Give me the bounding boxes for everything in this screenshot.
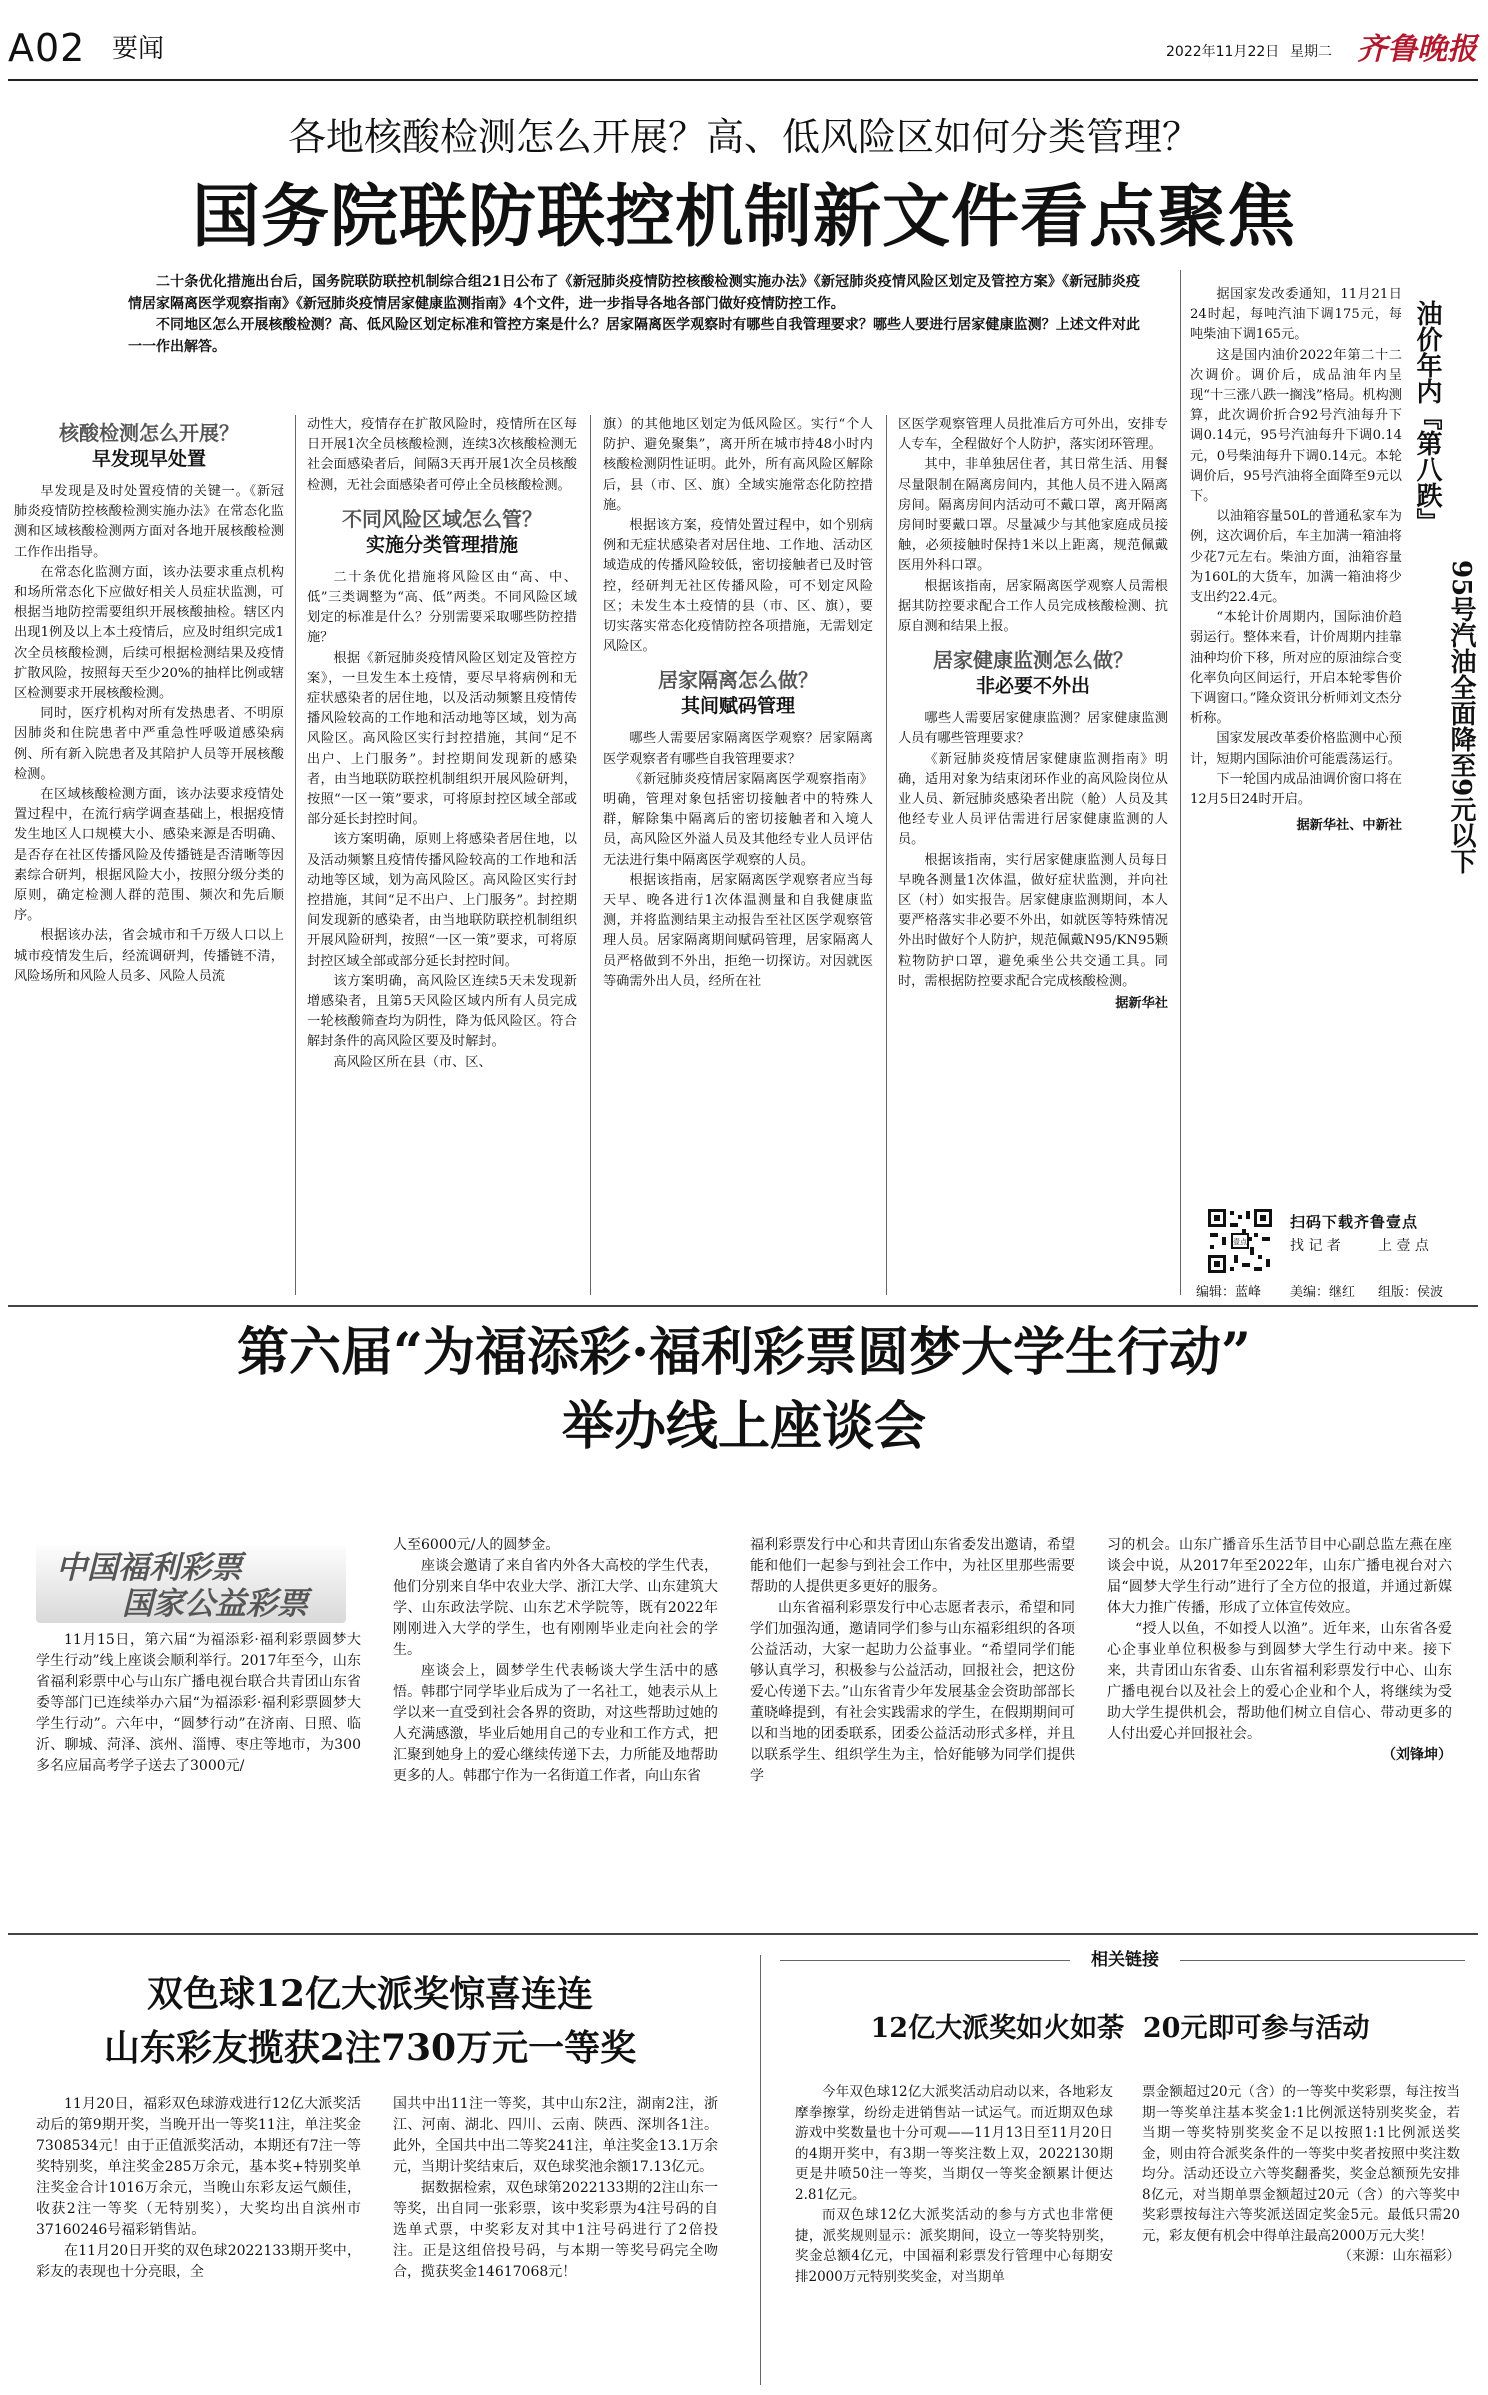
- paragraph: 福利彩票发行中心和共青团山东省委发出邀请，希望能和他们一起参与到社会工作中，为社区里那些需要帮助的人提供更多更好的服务。: [750, 1537, 1075, 1595]
- paragraph: 根据该指南，居家隔离医学观察人员需根据其防控要求配合工作人员完成核酸检测、抗原自测和结果上报。: [898, 578, 1168, 635]
- story1-source: 据新华社: [1115, 996, 1168, 1012]
- column-divider: [886, 415, 887, 1295]
- subhead-nucleic-a: 早发现早处置: [91, 448, 206, 470]
- story2-col4: [1107, 1535, 1452, 1910]
- story1-col4: [898, 415, 1168, 1295]
- story1-col3: [603, 415, 873, 1295]
- paragraph: 据国家发改委通知，11月21日24时起，每吨汽油下调175元，每吨柴油下调165元。: [1190, 287, 1402, 343]
- story4-source: （来源：山东福彩）: [1338, 2248, 1460, 2264]
- paragraph: 其中，非单独居住者，其日常生活、用餐尽量限制在隔离房间内，其他人员不进入隔离房间。隔离房间内活动可不戴口罩，离开隔离房间时要戴口罩。尽量减少与其他家庭成员接触，必须接触时保持1米以上距离，规范佩戴医用外科口罩。: [898, 457, 1168, 574]
- story1-lead-p1: 二十条优化措施出台后，国务院联防联控机制综合组21日公布了《新冠肺炎疫情防控核酸检测实施办法》《新冠肺炎疫情风险区划定及管控方案》《新冠肺炎疫情居家隔离医学观察指南》《新冠肺炎疫情居家健康监测指南》4个文件，进一步指导各地各部门做好疫情防控工作。: [128, 274, 1140, 312]
- paragraph: 这是国内油价2022年第二十二次调价。调价后，成品油年内呈现“十三涨八跌一搁浅”格局。机构测算，此次调价折合92号汽油每升下调0.14元，95号汽油每升下调0.14元，0号柴油每升下调0.14元。本轮调价后，95号汽油将全面降至9元以下。: [1190, 347, 1402, 505]
- paragraph: 座谈会邀请了来自省内外各大高校的学生代表，他们分别来自华中农业大学、浙江大学、山东建筑大学、山东政法学院、山东艺术学院等，既有2022年刚刚进入大学的学生，也有刚刚毕业走向社会的学生。: [393, 1558, 718, 1658]
- section-label: 要闻: [112, 34, 165, 64]
- oil-article: [1190, 285, 1402, 1165]
- paragraph: 在常态化监测方面，该办法要求重点机构和场所常态化下应做好相关人员症状监测，可根据当地防控需要组织开展核酸抽检。辖区内出现1例及以上本土疫情后，应及时组织完成1次全员核酸检测，后续可根据检测结果及疫情扩散风险，按照每天至少20%的抽样比例或辖区检测要求开展核酸检测。: [14, 564, 284, 702]
- subhead-risk: [307, 506, 577, 558]
- paragraph: “授人以鱼，不如授人以渔”。近年来，山东省各爱心企事业单位积极参与到圆梦大学生行动中来。接下来，共青团山东省委、山东省福利彩票发行中心、山东广播电视台以及社会上的爱心企业和个人，将继续为受助大学生提供机会，帮助他们树立自信心、带动更多的人付出爱心并回报社会。: [1107, 1621, 1452, 1742]
- paragraph: 该方案明确，高风险区连续5天未发现新增感染者，且第5天风险区域内所有人员完成一轮核酸筛查均为阴性，降为低风险区。符合解封条件的高风险区要及时解封。: [307, 973, 577, 1050]
- story2-col2: [393, 1535, 718, 1910]
- paragraph: 座谈会上，圆梦学生代表畅谈大学生活中的感悟。韩郡宁同学毕业后成为了一名社工，她表示从上学以来一直受到社会各界的资助，对这些帮助过她的人充满感激，毕业后她用自己的专业和工作方式，把汇聚到她身上的爱心继续传递下去，力所能及地帮助更多的人。韩郡宁作为一名街道工作者，向山东省: [393, 1663, 718, 1784]
- story4-col2: [1142, 2082, 1460, 2387]
- paragraph: 旗）的其他地区划定为低风险区。实行“个人防护、避免聚集”，离开所在城市持48小时内核酸检测阴性证明。此外，所有高风险区解除后，县（市、区、旗）全域实施常态化防控措施。: [603, 417, 873, 513]
- story2-author: （刘锋坤）: [1382, 1747, 1452, 1763]
- column-divider: [760, 1955, 761, 2385]
- story1-kicker: 各地核酸检测怎么开展？高、低风险区如何分类管理？: [287, 115, 1200, 159]
- paragraph: 同时，医疗机构对所有发热患者、不明原因肺炎和住院患者中严重急性呼吸道感染病例、所有新入院患者及其陪护人员等开展核酸检测。: [14, 706, 284, 782]
- paragraph: 人至6000元/人的圆梦金。: [393, 1537, 560, 1553]
- story1-lead: [128, 272, 1140, 392]
- section-rule: [8, 1933, 1478, 1935]
- qr-caption-1: 扫码下载齐鲁壹点: [1290, 1213, 1419, 1231]
- paragraph: 《新冠肺炎疫情居家隔离医学观察指南》明确，管理对象包括密切接触者中的特殊人群，解除集中隔离后的密切接触者和入境人员，高风险区外溢人员及其他经专业人员评估无法进行集中隔离医学观察的人员。: [603, 771, 873, 868]
- related-link-tag: 相关链接: [1070, 1948, 1180, 1972]
- logo-line-2: 国家公益彩票: [122, 1586, 308, 1622]
- paragraph: 11月20日，福彩双色球游戏进行12亿大派奖活动后的第9期开奖，当晚开出一等奖11注，单注奖金7308534元！由于正值派奖活动，本期还有7注一等奖特别奖，单注奖金285万余元，基本奖+特别奖单注奖金合计1016万余元，当晚山东彩友运气颇佳，收获2注一等奖（无特别奖），大奖均出自滨州市37160246号福彩销售站。: [36, 2096, 361, 2238]
- story4-col1: [795, 2082, 1113, 2387]
- page-number: A02: [8, 26, 86, 70]
- weekday: 星期二: [1290, 44, 1332, 60]
- sidebar-divider: [1180, 270, 1181, 1295]
- paragraph: 根据该指南，实行居家健康监测人员每日早晚各测量1次体温，做好症状监测，并向社区（村）如实报告。居家健康监测期间，本人要严格落实非必要不外出，如就医等特殊情况外出时做好个人防护，规范佩戴N95/KN95颗粒物防护口罩，避免乘坐公共交通工具。同时，需根据防控要求配合完成核酸检测。: [898, 852, 1168, 989]
- paragraph: 下一轮国内成品油调价窗口将在12月5日24时开启。: [1190, 771, 1402, 808]
- qr-caption-2b: 上 壹 点: [1378, 1238, 1429, 1254]
- story3-col2: [393, 2094, 718, 2390]
- paragraph: 根据《新冠肺炎疫情风险区划定及管控方案》，一旦发生本土疫情，要尽早将病例和无症状感染者的居住地，以及活动频繁且疫情传播风险较高的工作地和活动地等区域，划为高风险区。高风险区实行封控措施，其间“足不出户、上门服务”。封控期间发现新的感染者，由当地联防联控机制组织开展风险研判，按照“一区一策”要求，可将原封控区域全部或部分延长封控时间。: [307, 650, 577, 828]
- paragraph: 动性大，疫情存在扩散风险时，疫情所在区每日开展1次全员核酸检测，连续3次核酸检测无社会面感染者后，间隔3天再开展1次全员核酸检测，无社会面感染者可停止全员核酸检测。: [307, 417, 577, 493]
- paragraph: 《新冠肺炎疫情居家健康监测指南》明确，适用对象为结束闭环作业的高风险岗位从业人员、新冠肺炎感染者出院（舱）人员及其他经专业人员评估需进行居家健康监测的人员。: [898, 751, 1168, 848]
- header-rule: [8, 79, 1478, 81]
- qr-code[interactable]: [1206, 1207, 1274, 1275]
- paragraph: 哪些人需要居家健康监测？居家健康监测人员有哪些管理要求？: [898, 711, 1168, 747]
- paragraph: 该方案明确，原则上将感染者居住地，以及活动频繁且疫情传播风险较高的工作地和活动地等区域，划为高风险区。高风险区实行封控措施，其间“足不出户、上门服务”。封控期间发现新的感染者，由当地联防联控机制组织开展风险研判，按照“一区一策”要求，可将原封控区域全部或部分延长封控时间。: [307, 832, 577, 969]
- logo-line-1: 中国福利彩票: [56, 1550, 242, 1586]
- subhead-home-quarantine: [603, 667, 873, 719]
- story1-col2: [307, 415, 577, 1295]
- column-divider: [295, 415, 296, 1295]
- story2-col3: [750, 1535, 1075, 1910]
- subhead-health-monitor-q: 居家健康监测怎么做？: [933, 648, 1133, 673]
- paragraph: 习的机会。山东广播音乐生活节目中心副总监左燕在座谈会中说，从2017年至2022年，山东广播电视台对六届“圆梦大学生行动”进行了全方位的报道，并通过新媒体大力推广传播，形成了立体宣传效应。: [1107, 1537, 1452, 1616]
- subhead-nucleic: [14, 420, 284, 472]
- qr-center-label: 壹点: [1233, 1238, 1247, 1246]
- paragraph: 今年双色球12亿大派奖活动启动以来，各地彩友摩拳擦掌，纷纷走进销售站一试运气。而近期双色球游戏中奖数量也十分可观——11月13日至11月20日的4期开奖中，有3期一等奖注数上双，2022130期更是井喷50注一等奖，当期仅一等奖金额累计便达2.81亿元。: [795, 2084, 1113, 2203]
- editor-credit: 编辑：蓝峰: [1196, 1285, 1262, 1300]
- oil-vertical-title-1: 油价年内『第八跌』: [1412, 300, 1442, 534]
- paragraph: 早发现是及时处置疫情的关键一。《新冠肺炎疫情防控核酸检测实施办法》在常态化监测和区域核酸检测两方面对各地开展核酸检测工作作出指导。: [14, 484, 284, 560]
- story3-headline-1: 双色球12亿大派奖惊喜连连: [146, 1973, 594, 2015]
- story1-col1: [14, 420, 284, 1295]
- story3-headline-2: 山东彩友揽获2注730万元一等奖: [103, 2027, 637, 2069]
- subhead-home-quarantine-q: 居家隔离怎么做？: [658, 668, 818, 693]
- paragraph: 国共中出11注一等奖，其中山东2注，湖南2注，浙江、河南、湖北、四川、云南、陕西、深圳各1注。此外，全国共中出二等奖241注，单注奖金13.1万余元，当期计奖结束后，双色球奖池余额17.13亿元。: [393, 2096, 718, 2175]
- oil-source: 据新华社、中新社: [1296, 818, 1402, 834]
- paragraph: 根据该指南，居家隔离医学观察者应当每天早、晚各进行1次体温测量和自我健康监测，并将监测结果主动报告至社区医学观察管理人员。居家隔离期间赋码管理，居家隔离人员严格做到不外出，拒绝一切探访。对因就医等确需外出人员，经所在社: [603, 872, 873, 989]
- paragraph: 在11月20日开奖的双色球2022133期开奖中，彩友的表现也十分亮眼，全: [36, 2243, 361, 2280]
- subhead-health-monitor-a: 非必要不外出: [975, 675, 1090, 698]
- subhead-health-monitor: [898, 647, 1168, 699]
- paragraph: 哪些人需要居家隔离医学观察？居家隔离医学观察者有哪些自我管理要求？: [603, 731, 873, 767]
- paragraph: 高风险区所在县（市、区、: [333, 1054, 492, 1070]
- story2-col1: [36, 1630, 361, 1910]
- story1-headline: 国务院联防联控机制新文件看点聚焦: [191, 177, 1296, 257]
- paragraph: 二十条优化措施将风险区由“高、中、低”三类调整为“高、低”两类。不同风险区域划定的标准是什么？分别需要采取哪些防控措施？: [307, 569, 577, 646]
- welfare-lottery-logo: [36, 1545, 346, 1623]
- subhead-risk-q: 不同风险区域怎么管？: [342, 506, 542, 531]
- subhead-home-quarantine-a: 其间赋码管理: [680, 695, 795, 718]
- story4-headline: 12亿大派奖如火如荼 20元即可参与活动: [870, 2013, 1370, 2044]
- related-link-rule-right: [1180, 1960, 1465, 1961]
- story1-lead-p2: 不同地区怎么开展核酸检测？高、低风险区划定标准和管控方案是什么？居家隔离医学观察时有哪些自我管理要求？哪些人要进行居家健康监测？上述文件对此一一作出解答。: [128, 317, 1140, 355]
- paragraph: 11月15日，第六届“为福添彩·福利彩票圆梦大学生行动”线上座谈会顺利举行。2017年至今，山东省福利彩票中心与山东广播电视台联合共青团山东省委等部门已连续举办六届“为福添彩·福利彩票圆梦大学生行动”。六年中，“圆梦行动”在济南、日照、临沂、聊城、菏泽、滨州、淄博、枣庄等地市，为300多名应届高考学子送去了3000元/: [36, 1632, 361, 1774]
- paragraph: 根据该办法，省会城市和千万级人口以上城市疫情发生后，经流调研判，传播链不清，风险场所和风险人员多、风险人员流: [14, 928, 284, 984]
- subhead-nucleic-q: 核酸检测怎么开展？: [59, 421, 239, 445]
- story3-col1: [36, 2094, 361, 2390]
- issue-date: 2022年11月22日: [1166, 44, 1280, 60]
- paragraph: 国家发展改革委价格监测中心预计，短期内国际油价可能震荡运行。: [1190, 731, 1402, 767]
- paragraph: 根据该方案，疫情处置过程中，如个别病例和无症状感染者对居住地、工作地、活动区域造成的传播风险较低，密切接触者已及时管控，经研判无社区传播风险，可不划定风险区；未发生本土疫情的县（市、区、旗），要切实落实常态化疫情防控各项措施，无需划定风险区。: [603, 518, 873, 655]
- section-rule: [8, 1305, 1478, 1307]
- subhead-risk-a: 实施分类管理措施: [365, 533, 518, 556]
- paragraph: 以油箱容量50L的普通私家车为例，这次调价后，车主加满一箱油将少花7元左右。柴油方面，油箱容量为160L的大货车，加满一箱油将少支出约22.4元。: [1190, 509, 1402, 606]
- paper-logo: 齐鲁晚报: [1357, 32, 1477, 67]
- paragraph: 区医学观察管理人员批准后方可外出，安排专人专车，全程做好个人防护，落实闭环管理。: [898, 417, 1168, 453]
- story2-headline-1: 第六届“为福添彩·福利彩票圆梦大学生行动”: [237, 1322, 1251, 1383]
- qr-caption-2a: 找 记 者: [1290, 1238, 1341, 1254]
- paragraph: 票金额超过20元（含）的一等奖中奖彩票，每注按当期一等奖单注基本奖金1:1比例派送特别奖奖金，若当期一等奖特别奖奖金不足以按照1:1比例派送奖金，则由符合派奖条件的一等奖中奖者按照中奖注数均分。活动还设立六等奖翻番奖，奖金总额预先安排8亿元，对当期单票金额超过20元（含）的六等奖中奖彩票按每注六等奖派送固定奖金5元。最低只需20元，彩友便有机会中得单注最高2000万元大奖！: [1142, 2084, 1460, 2244]
- column-divider: [590, 415, 591, 1295]
- paragraph: “本轮计价周期内，国际油价趋弱运行。整体来看，计价周期内挂靠油种均价下移，所对应的原油综合变化率负向区间运行，开启本轮零售价下调窗口。”隆众资讯分析师刘文杰分析称。: [1190, 610, 1402, 727]
- paragraph: 山东省福利彩票发行中心志愿者表示，希望和同学们加强沟通，邀请同学们参与山东福彩组织的各项公益活动，大家一起助力公益事业。“希望同学们能够认真学习，积极参与公益活动，回报社会，把这份爱心传递下去。”山东省青少年发展基金会资助部部长董晓峰提到，有社会实践需求的学生，在假期期间可以和当地的团委联系，团委公益活动形式多样，并且以联系学生、组织学生为主，恰好能够为同学们提供学: [750, 1600, 1075, 1784]
- oil-vertical-title-2: 95号汽油全面降至9元以下: [1446, 560, 1476, 875]
- story2-headline-2: 举办线上座谈会: [561, 1396, 926, 1457]
- paragraph: 据数据检索，双色球第2022133期的2注山东一等奖，出自同一张彩票，该中奖彩票为4注号码的自选单式票，中奖彩友对其中1注号码进行了2倍投注。正是这组倍投号码，与本期一等奖号码完全吻合，揽获奖金14617068元！: [393, 2180, 718, 2280]
- layout-credit: 组版：侯波: [1378, 1285, 1444, 1300]
- paragraph: 在区域核酸检测方面，该办法要求疫情处置过程中，在流行病学调查基础上，根据疫情发生地区人口规模大小、感染来源是否明确、是否存在社区传播风险及传播链是否清晰等因素综合研判，根据风险大小，按照分级分类的原则，确定检测人群的范围、频次和先后顺序。: [14, 787, 284, 924]
- designer-credit: 美编：继红: [1290, 1285, 1356, 1300]
- related-link-rule-left: [780, 1960, 1070, 1961]
- paragraph: 而双色球12亿大派奖活动的参与方式也非常便捷，派奖规则显示：派奖期间，设立一等奖特别奖，奖金总额4亿元，中国福利彩票发行管理中心每期安排2000万元特别奖奖金，对当期单: [795, 2207, 1113, 2285]
